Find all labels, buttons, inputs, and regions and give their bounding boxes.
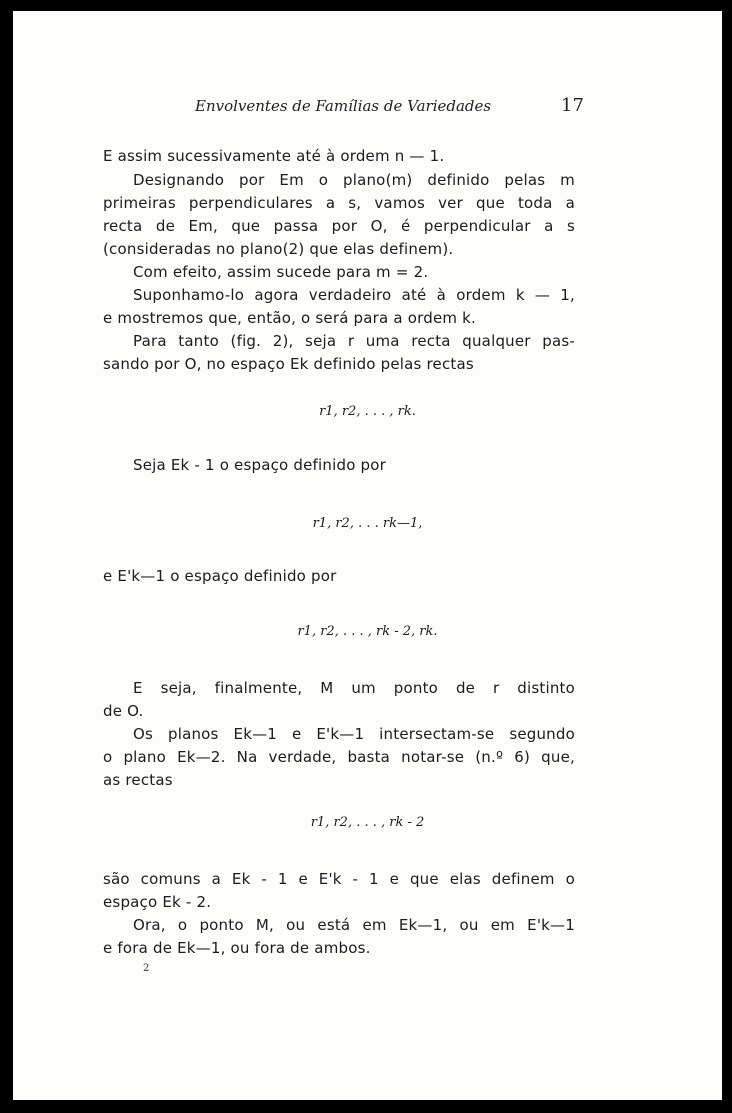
text-line: (consideradas no plano(2) que elas definem).: [103, 240, 454, 258]
text-line: Seja Ek - 1 o espaço definido por: [133, 456, 387, 474]
text-line: Para tanto (fig. 2), seja r uma recta qualquer pas-: [133, 332, 575, 350]
text-line: de O.: [103, 702, 144, 720]
text-line: Com efeito, assim sucede para m = 2.: [133, 263, 429, 281]
text-line: sando por O, no espaço Ek definido pelas rectas: [103, 355, 474, 373]
text-line: Designando por Em o plano(m) definido pelas m: [133, 171, 575, 189]
running-title: Envolventes de Famílias de Variedades: [195, 97, 492, 115]
formula: r1, r2, . . . , rk - 2: [310, 815, 425, 830]
text-line: primeiras perpendiculares a s, vamos ver que toda a: [103, 194, 575, 212]
signature-mark: 2: [143, 963, 150, 974]
formula: r1, r2, . . . , rk - 2, rk.: [297, 624, 438, 639]
book-page: [13, 11, 722, 1100]
text-line: as rectas: [103, 771, 173, 789]
text-line: Ora, o ponto M, ou está em Ek—1, ou em E'k—1: [133, 916, 575, 934]
text-line: espaço Ek - 2.: [103, 893, 212, 911]
text-line: o plano Ek—2. Na verdade, basta notar-se (n.º 6) que,: [103, 748, 575, 766]
text-line: Os planos Ek—1 e E'k—1 intersectam-se segundo: [133, 725, 575, 743]
text-line: E seja, finalmente, M um ponto de r distinto: [133, 679, 575, 697]
text-line: e mostremos que, então, o será para a ordem k.: [103, 309, 477, 327]
text-line: recta de Em, que passa por O, é perpendicular a s: [103, 217, 575, 235]
formula: r1, r2, . . . , rk.: [319, 404, 416, 419]
text-line: e fora de Ek—1, ou fora de ambos.: [103, 939, 371, 957]
page-number: 17: [561, 95, 584, 116]
formula: r1, r2, . . . rk—1,: [312, 516, 423, 531]
text-line: E assim sucessivamente até à ordem n — 1.: [103, 147, 445, 165]
text-line: são comuns a Ek - 1 e E'k - 1 e que elas definem o: [103, 870, 575, 888]
text-line: e E'k—1 o espaço definido por: [103, 567, 337, 585]
text-line: Suponhamo-lo agora verdadeiro até à ordem k — 1,: [133, 286, 575, 304]
